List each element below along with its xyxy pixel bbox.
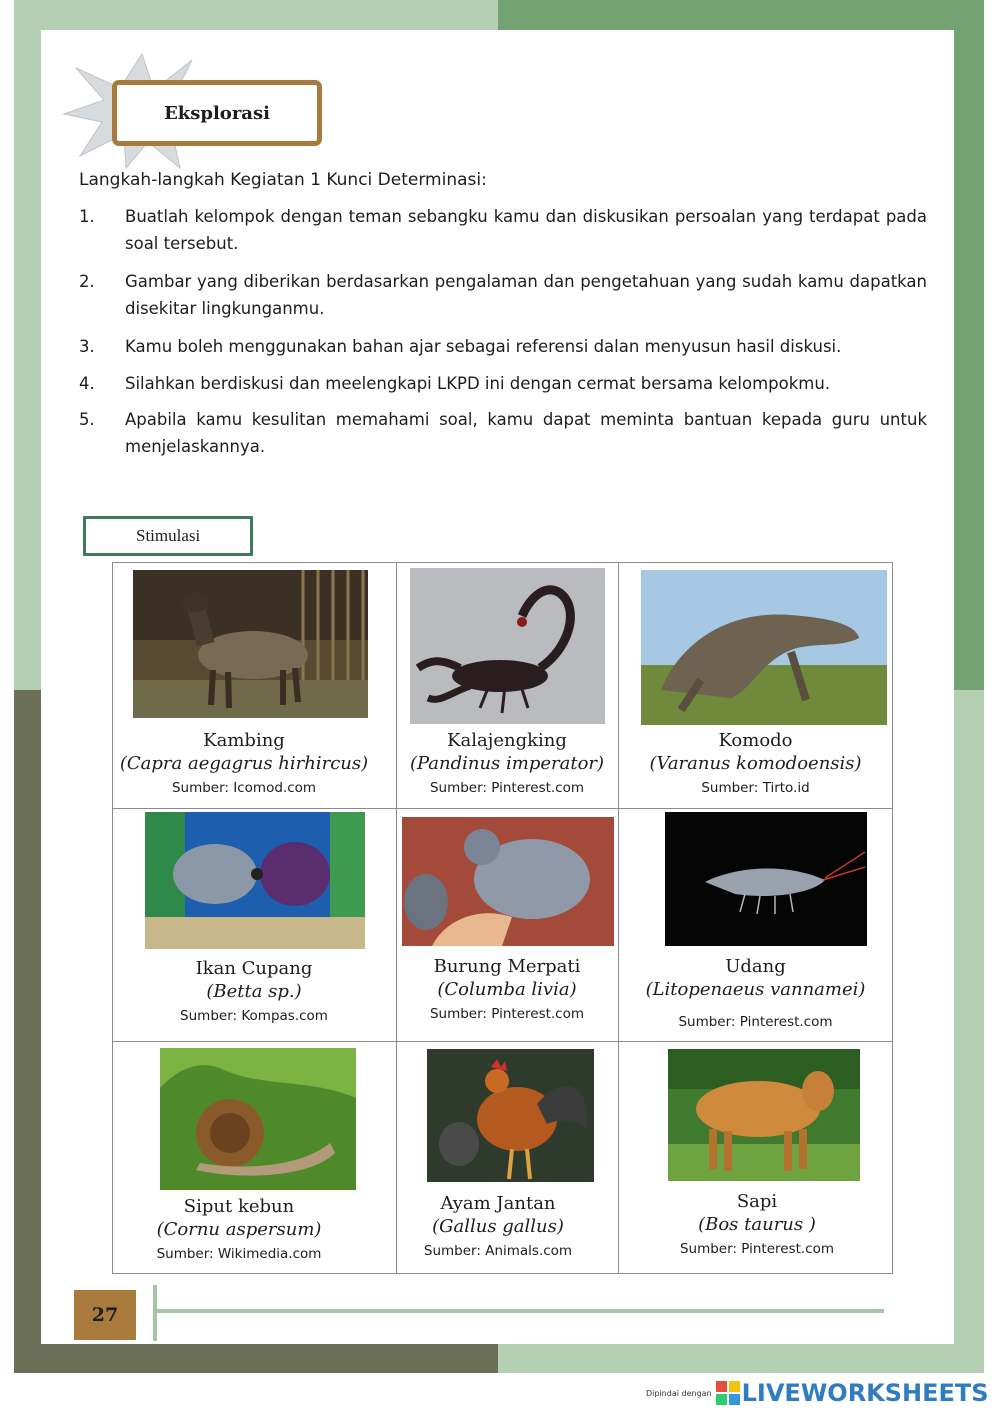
liveworksheets-logo-icon bbox=[716, 1381, 740, 1405]
watermark-small-text: Dipindai dengan bbox=[646, 1388, 712, 1398]
animal-scientific-name: (Pandinus imperator) bbox=[409, 753, 605, 774]
cow-photo bbox=[668, 1049, 860, 1181]
step-5 bbox=[79, 406, 927, 462]
step-text: Silahkan berdiskusi dan meelengkapi LKPD ini dengan cermat bersama kelompokmu. bbox=[125, 374, 831, 393]
animal-source: Sumber: Tirto.id bbox=[701, 780, 810, 796]
animal-caption bbox=[112, 1196, 366, 1262]
animal-name: Kalajengking bbox=[447, 730, 567, 751]
stimulasi-label: Stimulasi bbox=[83, 516, 253, 556]
animal-source: Sumber: Pinterest.com bbox=[429, 780, 585, 796]
step-text: Gambar yang diberikan berdasarkan pengalaman dan pengetahuan yang sudah kamu dapatkan disekitar lingkunganmu. bbox=[125, 272, 927, 318]
pigeon-photo bbox=[402, 817, 614, 946]
intro-text: Langkah-langkah Kegiatan 1 Kunci Determinasi: bbox=[79, 170, 487, 190]
shrimp-photo bbox=[665, 812, 867, 946]
step-number: 3. bbox=[79, 337, 95, 356]
animal-scientific-name: (Litopenaeus vannamei) bbox=[645, 979, 866, 1000]
animal-scientific-name: (Columba livia) bbox=[437, 979, 577, 1000]
table-divider bbox=[112, 808, 893, 809]
animal-name: Siput kebun bbox=[183, 1196, 295, 1217]
step-1 bbox=[79, 203, 927, 259]
rooster-photo bbox=[427, 1049, 594, 1182]
animal-source: Sumber: Animals.com bbox=[423, 1243, 573, 1259]
scorpion-photo bbox=[410, 568, 605, 724]
animal-name: Burung Merpati bbox=[433, 956, 581, 977]
step-number: 5. bbox=[79, 410, 95, 429]
page-number-text: 27 bbox=[91, 1304, 119, 1326]
animal-caption bbox=[618, 1191, 896, 1257]
table-divider bbox=[618, 562, 619, 1274]
betta-fish-photo bbox=[145, 812, 365, 949]
animal-scientific-name: (Gallus gallus) bbox=[432, 1216, 564, 1237]
animal-caption bbox=[396, 730, 618, 796]
animal-caption bbox=[618, 730, 893, 796]
footer-rule bbox=[157, 1309, 884, 1313]
liveworksheets-watermark bbox=[646, 1378, 996, 1408]
animal-caption bbox=[112, 730, 376, 796]
animal-scientific-name: (Bos taurus ) bbox=[698, 1214, 816, 1235]
step-text: Buatlah kelompok dengan teman sebangku kamu dan diskusikan persoalan yang terdapat pada soal tersebut. bbox=[125, 207, 927, 253]
animal-scientific-name: (Cornu aspersum) bbox=[156, 1219, 322, 1240]
animal-name: Komodo bbox=[718, 730, 793, 751]
watermark-brand: LIVEWORKSHEETS bbox=[741, 1379, 989, 1407]
snail-photo bbox=[160, 1048, 356, 1190]
animal-source: Sumber: Pinterest.com bbox=[678, 1014, 833, 1030]
table-divider bbox=[112, 1041, 893, 1042]
table-divider bbox=[396, 562, 397, 1274]
step-number: 1. bbox=[79, 207, 95, 226]
section-badge bbox=[112, 80, 322, 146]
footer-divider bbox=[153, 1285, 157, 1341]
animal-name: Kambing bbox=[203, 730, 285, 751]
animal-caption bbox=[618, 956, 893, 1030]
step-3 bbox=[79, 333, 927, 361]
page-number bbox=[74, 1290, 136, 1340]
animal-caption bbox=[396, 956, 618, 1022]
step-text: Apabila kamu kesulitan memahami soal, kamu dapat meminta bantuan kepada guru untuk menjelaskannya. bbox=[125, 410, 927, 456]
goat-photo bbox=[133, 570, 368, 718]
animal-name: Ikan Cupang bbox=[195, 958, 313, 979]
animal-name: Sapi bbox=[736, 1191, 778, 1212]
animal-source: Sumber: Kompas.com bbox=[180, 1008, 328, 1024]
animal-caption bbox=[396, 1193, 600, 1259]
step-4 bbox=[79, 370, 927, 398]
animal-source: Sumber: Pinterest.com bbox=[679, 1241, 835, 1257]
section-badge-label: Eksplorasi bbox=[164, 102, 270, 124]
animal-scientific-name: (Varanus komodoensis) bbox=[649, 753, 862, 774]
animal-source: Sumber: Wikimedia.com bbox=[156, 1246, 322, 1262]
animal-scientific-name: (Betta sp.) bbox=[206, 981, 302, 1002]
animal-scientific-name: (Capra aegagrus hirhircus) bbox=[119, 753, 369, 774]
animal-name: Udang bbox=[725, 956, 786, 977]
step-2 bbox=[79, 268, 927, 324]
step-text: Kamu boleh menggunakan bahan ajar sebagai referensi dalan menyusun hasil diskusi. bbox=[125, 337, 842, 356]
step-number: 4. bbox=[79, 374, 95, 393]
step-number: 2. bbox=[79, 272, 95, 291]
animal-source: Sumber: Icomod.com bbox=[171, 780, 317, 796]
komodo-photo bbox=[641, 570, 887, 725]
animal-source: Sumber: Pinterest.com bbox=[429, 1006, 585, 1022]
animal-caption bbox=[112, 958, 396, 1024]
animal-name: Ayam Jantan bbox=[440, 1193, 556, 1214]
